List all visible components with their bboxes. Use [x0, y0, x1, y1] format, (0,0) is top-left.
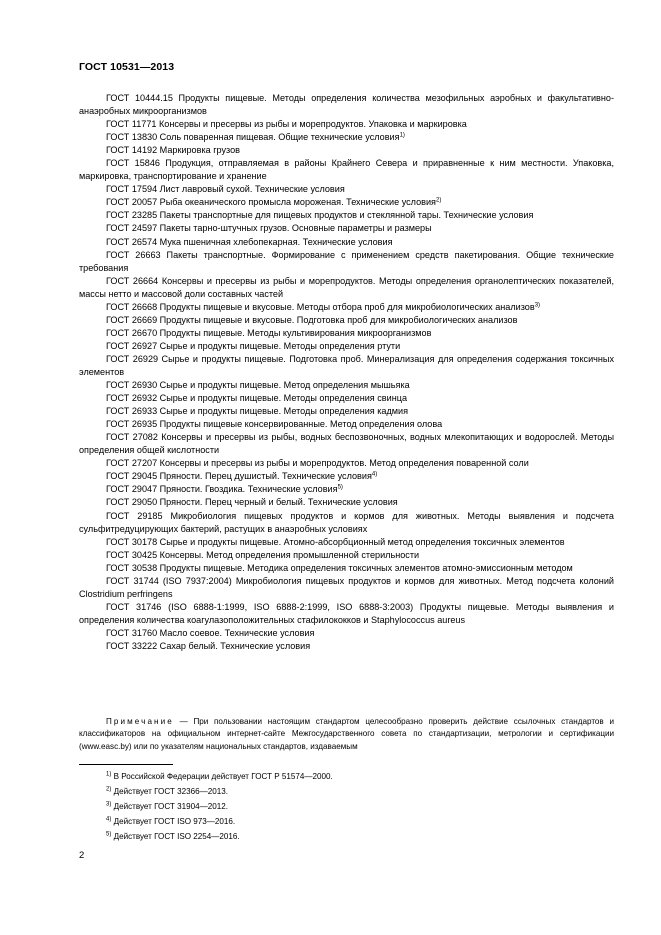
reference-item: [79, 301, 614, 314]
reference-item: [79, 118, 614, 131]
reference-item: [79, 536, 614, 549]
reference-item: [79, 392, 614, 405]
footnote-item: [106, 785, 333, 800]
reference-text: ГОСТ 17594 Лист лавровый сухой. Технические условия: [106, 184, 345, 195]
reference-text: ГОСТ 31746 (ISO 6888-1:1999, ISO 6888-2:1999, ISO 6888-3:2003) Продукты пищевые. Методы выявления и определения количества коагулазоположительных стафилококков и Staphylococcus aureus: [79, 601, 614, 625]
reference-item: [79, 353, 614, 379]
reference-item: [79, 562, 614, 575]
reference-text: ГОСТ 30425 Консервы. Метод определения промышленной стерильности: [106, 549, 420, 560]
document-header: ГОСТ 10531—2013: [79, 61, 175, 73]
reference-item: [79, 431, 614, 457]
footnote-marker: 3): [534, 302, 541, 309]
footnote-marker: 5): [337, 484, 343, 491]
footnote-marker: 4): [371, 471, 378, 478]
reference-text: ГОСТ 30538 Продукты пищевые. Методика определения токсичных элементов атомно-эмиссионным методом: [106, 562, 573, 573]
reference-item: [79, 327, 614, 340]
reference-text: ГОСТ 26932 Сырье и продукты пищевые. Методы определения свинца: [106, 393, 407, 404]
reference-item: [79, 470, 614, 483]
reference-item: [79, 575, 614, 601]
normative-references-list: [79, 92, 614, 653]
reference-item: [79, 183, 614, 196]
reference-item: [79, 549, 614, 562]
reference-item: [79, 209, 614, 222]
reference-item: [79, 418, 614, 431]
page-number: 2: [79, 850, 85, 861]
reference-text: ГОСТ 26929 Сырье и продукты пищевые. Подготовка проб. Минерализация для определения содержания токсичных элементов: [79, 353, 614, 377]
reference-text: ГОСТ 26930 Сырье и продукты пищевые. Метод определения мышьяка: [106, 380, 410, 391]
reference-item: [79, 483, 614, 496]
reference-text: ГОСТ 31744 (ISO 7937:2004) Микробиология пищевых продуктов и кормов для животных. Метод подсчета колоний Clostridium perfringens: [79, 575, 614, 599]
footnote-marker: 2): [435, 197, 442, 204]
reference-text: ГОСТ 29050 Пряности. Перец черный и белый. Технические условия: [106, 497, 398, 508]
reference-text: ГОСТ 14192 Маркировка грузов: [106, 145, 240, 156]
reference-item: [79, 340, 614, 353]
reference-text: ГОСТ 26927 Сырье и продукты пищевые. Методы определения ртути: [106, 340, 401, 351]
reference-item: [79, 92, 614, 118]
reference-text: ГОСТ 30178 Сырье и продукты пищевые. Атомно-абсорбционный метод определения токсичных элементов: [106, 536, 565, 547]
reference-text: ГОСТ 26933 Сырье и продукты пищевые. Методы определения кадмия: [106, 406, 409, 417]
reference-item: [79, 196, 614, 209]
reference-item: [79, 157, 614, 183]
reference-item: [79, 236, 614, 249]
reference-item: [79, 405, 614, 418]
reference-text: ГОСТ 26664 Консервы и пресервы из рыбы и морепродуктов. Методы определения органолептических показателей, массы нетто и массовой доли составных частей: [79, 275, 614, 299]
reference-item: [79, 640, 614, 653]
reference-text: ГОСТ 26663 Пакеты транспортные. Формирование с применением средств пакетирования. Общие технические требования: [79, 249, 614, 273]
reference-text: ГОСТ 29185 Микробиология пищевых продуктов и кормов для животных. Методы выявления и подсчета сульфитредуцирующих бактерий, растущих в анаэробных условиях: [79, 510, 614, 534]
reference-text: ГОСТ 26669 Продукты пищевые и вкусовые. Подготовка проб для микробиологических анализов: [106, 314, 518, 325]
reference-text: ГОСТ 33222 Сахар белый. Технические условия: [106, 640, 311, 651]
footnote-marker: 1): [399, 132, 405, 139]
reference-text: ГОСТ 31760 Масло соевое. Технические условия: [106, 627, 315, 638]
reference-text: ГОСТ 24597 Пакеты тарно-штучных грузов. Основные параметры и размеры: [106, 223, 432, 234]
footnote-item: [106, 800, 333, 815]
reference-item: [79, 131, 614, 144]
reference-text: ГОСТ 10444.15 Продукты пищевые. Методы определения количества мезофильных аэробных и факультативно-анаэробных микроорганизмов: [79, 93, 614, 117]
footnote-text: Действует ГОСТ 31904—2012.: [113, 801, 228, 811]
reference-text: ГОСТ 27082 Консервы и пресервы из рыбы, водных беспозвоночных, водных млекопитающих и водорослей. Методы определения общей кислотности: [79, 432, 614, 456]
reference-text: ГОСТ 29045 Пряности. Перец душистый. Технические условия: [106, 471, 372, 482]
reference-text: ГОСТ 27207 Консервы и пресервы из рыбы и морепродуктов. Метод определения поваренной соли: [106, 458, 529, 469]
footnote-mark: 5): [106, 831, 112, 838]
reference-text: ГОСТ 23285 Пакеты транспортные для пищевых продуктов и стеклянной тары. Технические условия: [106, 210, 534, 221]
reference-item: [79, 314, 614, 327]
footnote-item: [106, 830, 333, 845]
reference-text: ГОСТ 26668 Продукты пищевые и вкусовые. Методы отбора проб для микробиологических анализов: [106, 301, 535, 312]
reference-item: [79, 496, 614, 509]
reference-item: [79, 601, 614, 627]
reference-text: ГОСТ 20057 Рыба океанического промысла мороженая. Технические условия: [106, 197, 436, 208]
footnote-text: Действует ГОСТ 32366—2013.: [113, 786, 228, 796]
footnote-text: Действует ГОСТ ISO 973—2016.: [113, 816, 236, 826]
note-dash: —: [173, 717, 194, 726]
footnote-mark: 3): [106, 801, 112, 808]
reference-item: [79, 457, 614, 470]
reference-item: [79, 627, 614, 640]
reference-item: [79, 379, 614, 392]
reference-text: ГОСТ 26574 Мука пшеничная хлебопекарная. Технические условия: [106, 236, 393, 247]
reference-text: ГОСТ 15846 Продукция, отправляемая в районы Крайнего Севера и приравненные к ним местности. Упаковка, маркировка, транспортирование и хранение: [79, 158, 614, 182]
footnote-text: Действует ГОСТ ISO 2254—2016.: [113, 831, 240, 841]
footnote-text: В Российской Федерации действует ГОСТ Р 51574—2000.: [113, 772, 333, 781]
reference-item: [79, 144, 614, 157]
note-text: При пользовании настоящим стандартом целесообразно проверить действие ссылочных стандартов и классификаторов на официальном интернет-сайте Межгосударственного совета по стандартизации, метрологии и сертификации (www.easc.by) или по указателям национальных стандартов, издаваемым: [79, 717, 614, 751]
reference-text: ГОСТ 26935 Продукты пищевые консервированные. Метод определения олова: [106, 419, 443, 430]
reference-text: ГОСТ 26670 Продукты пищевые. Методы культивирования микроорганизмов: [106, 327, 432, 338]
reference-text: ГОСТ 29047 Пряности. Гвоздика. Технические условия: [106, 484, 338, 495]
footnote-mark: 4): [106, 816, 112, 823]
footnote-item: [106, 815, 333, 830]
reference-text: ГОСТ 11771 Консервы и пресервы из рыбы и морепродуктов. Упаковка и маркировка: [106, 119, 467, 130]
reference-item: [79, 222, 614, 235]
reference-item: [79, 249, 614, 275]
reference-item: [79, 275, 614, 301]
note-paragraph: [79, 716, 614, 753]
reference-item: [79, 510, 614, 536]
footnotes-list: [106, 770, 333, 845]
footnote-item: [106, 770, 333, 785]
footnote-separator: [79, 764, 173, 765]
note-label: Примечание: [106, 717, 174, 726]
footnote-mark: 1): [106, 771, 112, 778]
footnote-mark: 2): [106, 786, 112, 793]
reference-text: ГОСТ 13830 Соль поваренная пищевая. Общие технические условия: [106, 132, 400, 143]
